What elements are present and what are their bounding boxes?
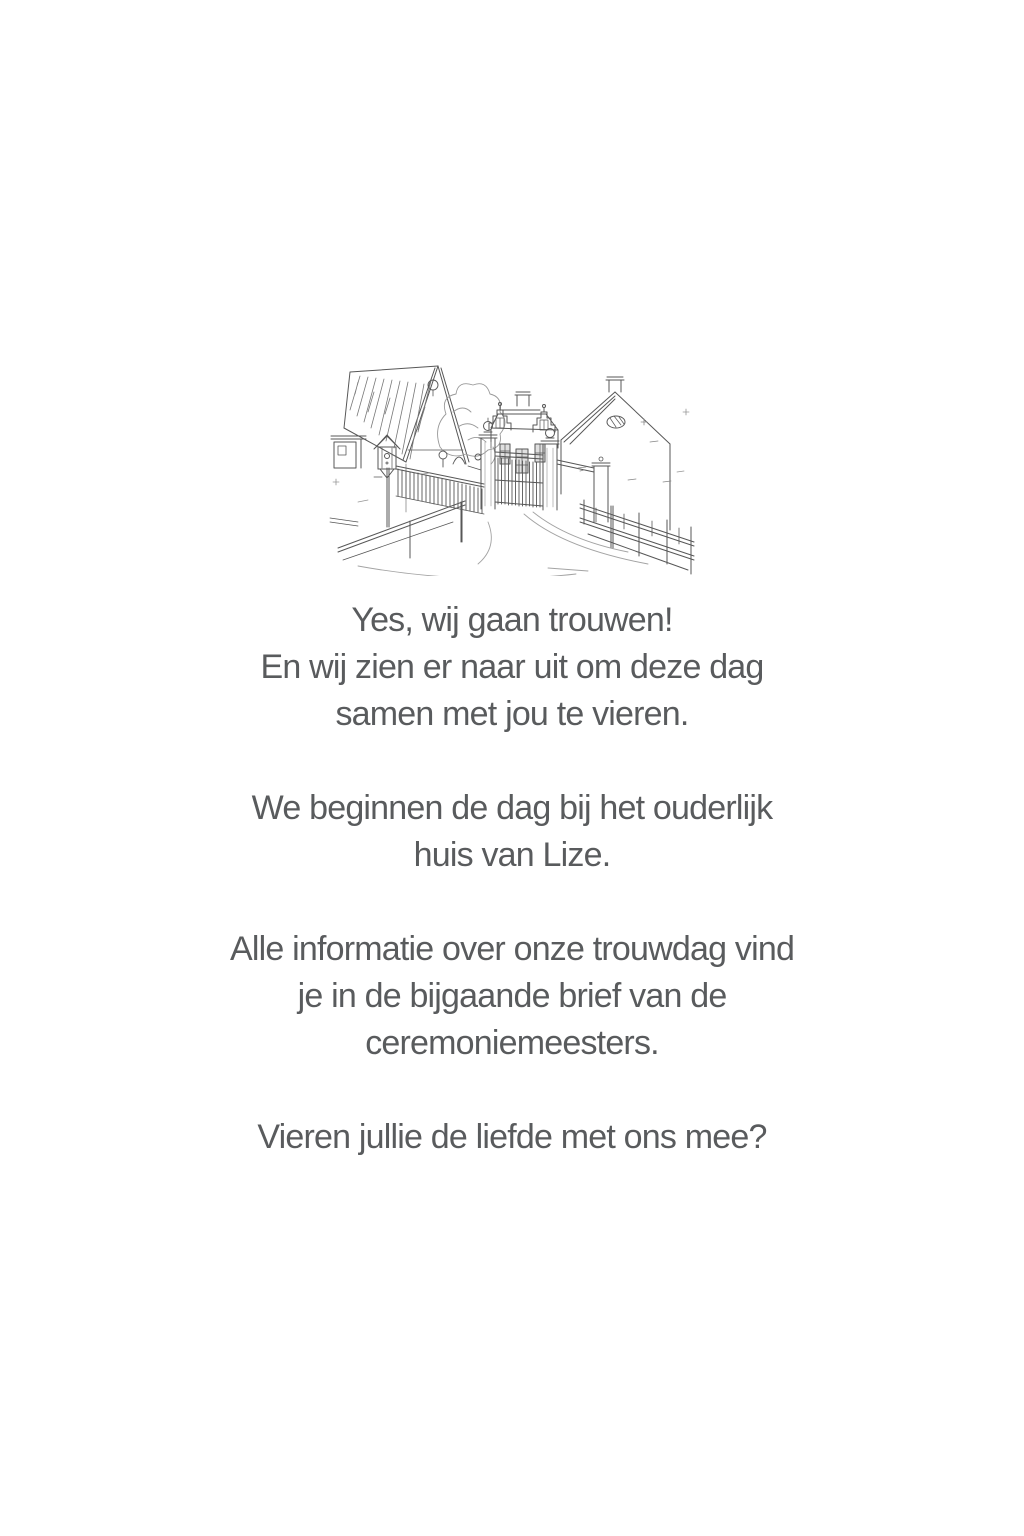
text-line: Vieren jullie de liefde met ons mee? [257,1118,767,1156]
text-line: ceremoniemeesters. [365,1024,659,1062]
text-line: We beginnen de dag bij het ouderlijk [251,789,773,827]
text-line: je in de bijgaande brief van de [297,977,727,1015]
paragraph-start-location [0,785,1024,879]
text-line: En wij zien er naar uit om deze dag [260,648,764,686]
village-street-sketch-illustration [328,352,696,576]
text-line: samen met jou te vieren. [335,695,689,733]
street-sketch-icon [328,352,696,576]
paragraph-question [0,1114,1024,1161]
paragraph-announcement [0,597,1024,738]
paragraph-information [0,926,1024,1067]
text-line: Alle informatie over onze trouwdag vind [229,930,795,968]
invitation-text [0,597,1024,1161]
text-line: Yes, wij gaan trouwen! [351,601,673,639]
text-line: huis van Lize. [413,836,611,874]
